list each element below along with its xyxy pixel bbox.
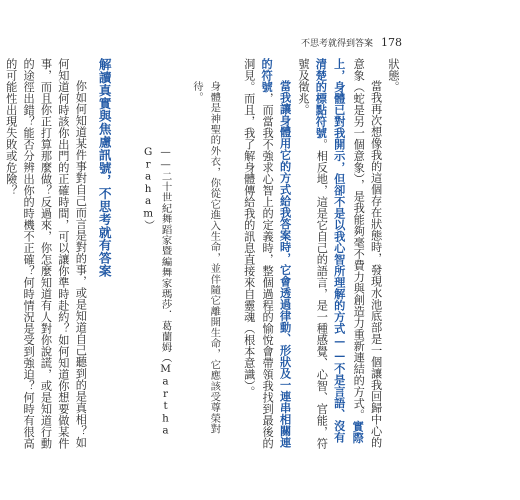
running-head-title: 不思考就得到答案 [300,39,373,49]
paragraph-text: ，而當我不強求心智上的定義時，整個過程的愉悅會帶領我找到最後的洞見。而且，我了解身體傳給我的訊息直接來自靈魂（根本意識）。 [242,58,275,449]
paragraph-text: 狀態。 [387,58,400,93]
paragraph-state [385,58,402,453]
section-paragraph: 你如何知道某件事對自己而言是對的事，或是知道自己聽到的是真相？如何知道何時該你出門的正確時間，可以讓你準時赴約？如何知道你想要做某件事，而且你正打算那麼做？反過來，你怎麼知道有人對你說謊，或是知道行動的途徑出錯？能否分辨出你的時機不正確？何時情況是受到強迫？何時有很高的可能性出現失敗或危險？ [4,58,88,449]
running-head [301,36,402,49]
epigraph-attribution: ——二十世紀舞蹈家暨編舞家瑪莎．葛蘭姆（Martha Graham） [142,146,172,438]
paragraph-pool-image [295,58,385,453]
vertical-body-text [4,58,402,453]
epigraph-quote: 身體是神聖的外衣，你從它進入生命，並伴隨它離開生命，它應該受尊榮對待。 [190,80,221,434]
paragraph-body-answer [240,58,294,453]
section-heading: 解讀真實與焦慮訊號，不思考就有答案 [96,58,112,278]
highlighted-sentence: 當我讓身體用它的方式給我答案時，它會透過律動、形狀及一連串相關連的符號 [260,58,293,449]
highlighted-sentence: 實際上，身體已對我開示，但卻不是以我心智所理解的方式——不是言語、沒有清楚的標點符號 [314,58,366,444]
page-number: 178 [381,36,402,49]
paragraph-text: 。相反地，這是它自己的語言，是一種感覺、心智、官能，符號及徵兆。 [296,58,329,449]
paragraph-text: 當我再次想像我的這個存在狀態時，發現水池底部是一個讓我回歸中心的意象（蛇是另一個意象），是我能夠毫不費力與創造力重新連結的方式。 [352,58,383,449]
